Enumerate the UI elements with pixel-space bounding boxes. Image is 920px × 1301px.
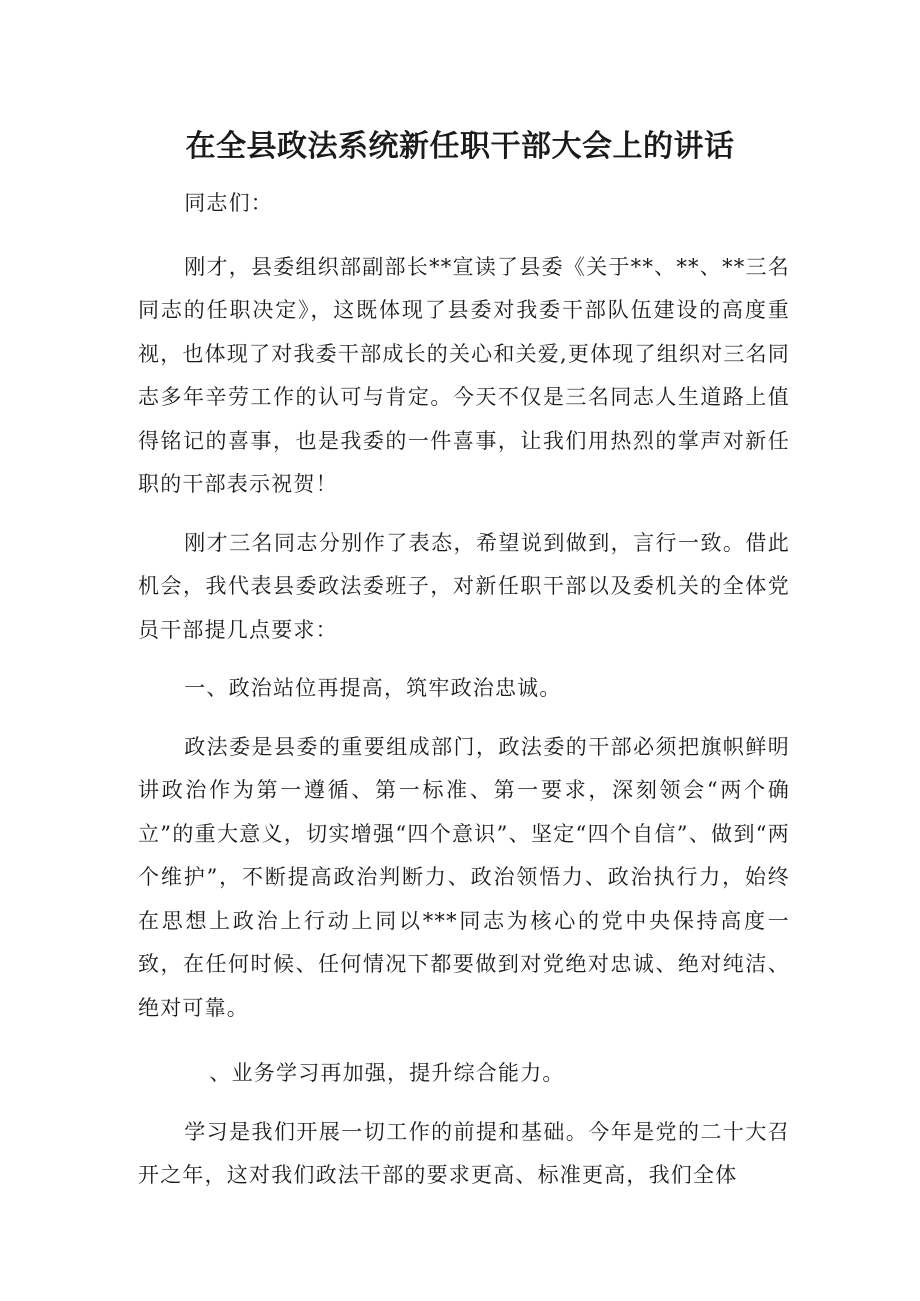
document-title: 在全县政法系统新任职干部大会上的讲话 <box>185 129 735 164</box>
paragraph-study: 学习是我们开展一切工作的前提和基础。今年是党的二十大召开之年，这对我们政法干部的要求更高、标准更高，我们全体 <box>138 1119 790 1187</box>
salutation: 同志们： <box>184 191 273 215</box>
paragraph-requirements-intro: 刚才三名同志分别作了表态，希望说到做到，言行一致。借此机会，我代表县委政法委班子，对新任职干部以及委机关的全体党员干部提几点要求： <box>138 530 790 642</box>
section-heading-1: 一、政治站位再提高，筑牢政治忠诚。 <box>184 676 562 700</box>
paragraph-political-loyalty: 政法委是县委的重要组成部门，政法委的干部必须把旗帜鲜明讲政治作为第一遵循、第一标准、第一要求，深刻领会“两个确立”的重大意义，切实增强“四个意识”、坚定“四个自信”、做到“两个维护”，不断提高政治判断力、政治领悟力、政治执行力，始终在思想上政治上行动上同以***同志为核心的党中央保持高度一致，在任何时候、任何情况下都要做到对党绝对忠诚、绝对纯洁、绝对可靠。 <box>138 734 790 1020</box>
document-body <box>138 182 790 1213</box>
paragraph-opening: 刚才，县委组织部副部长**宣读了县委《关于**、**、**三名同志的任职决定》，这既体现了县委对我委干部队伍建设的高度重视，也体现了对我委干部成长的关心和关爱,更体现了组织对三名同志多年辛劳工作的认可与肯定。今天不仅是三名同志人生道路上值得铭记的喜事，也是我委的一件喜事，让我们用热烈的掌声对新任职的干部表示祝贺！ <box>138 254 790 496</box>
section-heading-2: 、业务学习再加强，提升综合能力。 <box>209 1061 565 1085</box>
